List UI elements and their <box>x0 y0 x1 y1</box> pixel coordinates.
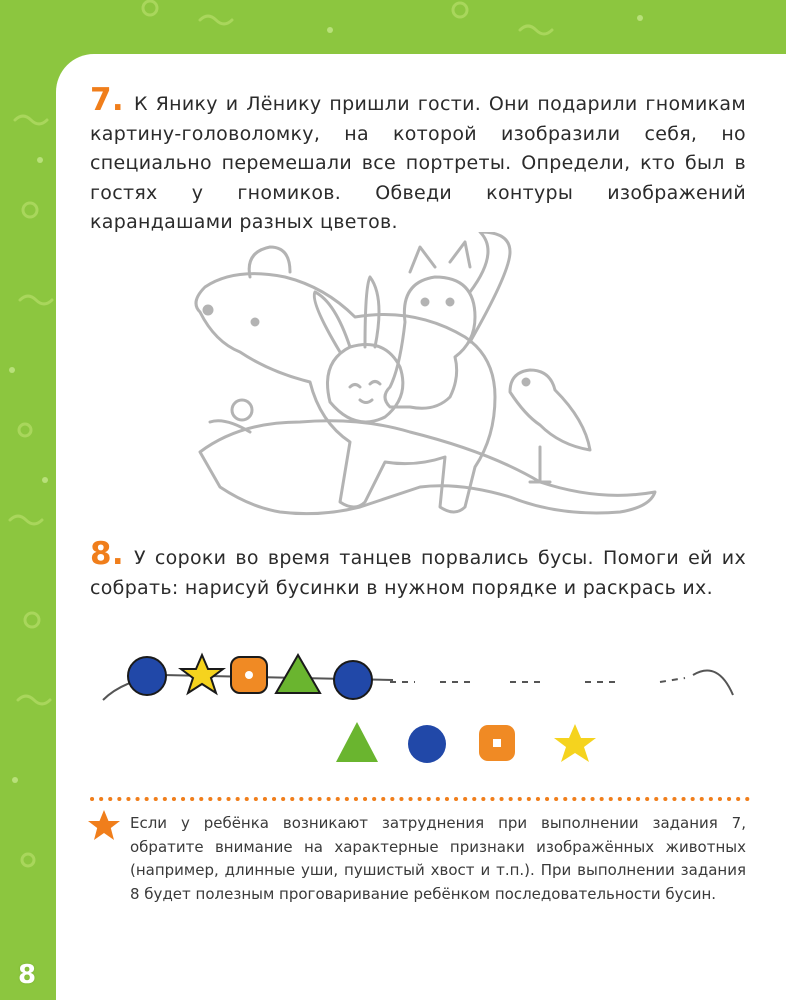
bead-blue-circle <box>128 657 166 695</box>
bead-yellow-star <box>181 655 223 693</box>
magpie-icon <box>510 370 590 482</box>
task-8 <box>90 536 746 603</box>
option-green-triangle[interactable] <box>336 722 378 762</box>
star-icon <box>86 808 122 844</box>
option-blue-circle[interactable] <box>408 725 446 763</box>
task-7 <box>90 82 746 238</box>
animal-puzzle-illustration[interactable] <box>180 232 680 532</box>
dotted-divider <box>90 796 750 802</box>
parent-note: Если у ребёнка возникают затруднения при выполнении задания 7, обратите внимание на характерные признаки изображённых животных (например, длинные уши, пушистый хвост и т.п.). При выполнении задания 8 будет полезным проговаривание ребёнком последовательности бусин. <box>130 814 746 903</box>
task-7-text: К Янику и Лёнику пришли гости. Они подарили гномикам картину-головоломку, на которой изобразили себя, но специально перемешали все портреты. Определи, кто был в гостях у гномиков. Обведи контуры изображений карандашами разных цветов. <box>90 93 746 233</box>
page-number: 8 <box>18 960 37 990</box>
option-yellow-star[interactable] <box>554 724 596 762</box>
bead-string[interactable] <box>95 640 755 780</box>
task-8-number: 8. <box>90 536 124 572</box>
task-8-text: У сороки во время танцев порвались бусы. Помоги ей их собрать: нарисуй бусинки в нужном порядке и раскрась их. <box>90 547 746 599</box>
bead-green-triangle <box>276 655 320 693</box>
bead-blue-circle <box>334 661 372 699</box>
rabbit-icon <box>314 277 403 422</box>
bear-icon <box>196 247 495 512</box>
fox-icon <box>200 400 655 514</box>
task-7-number: 7. <box>90 82 124 118</box>
